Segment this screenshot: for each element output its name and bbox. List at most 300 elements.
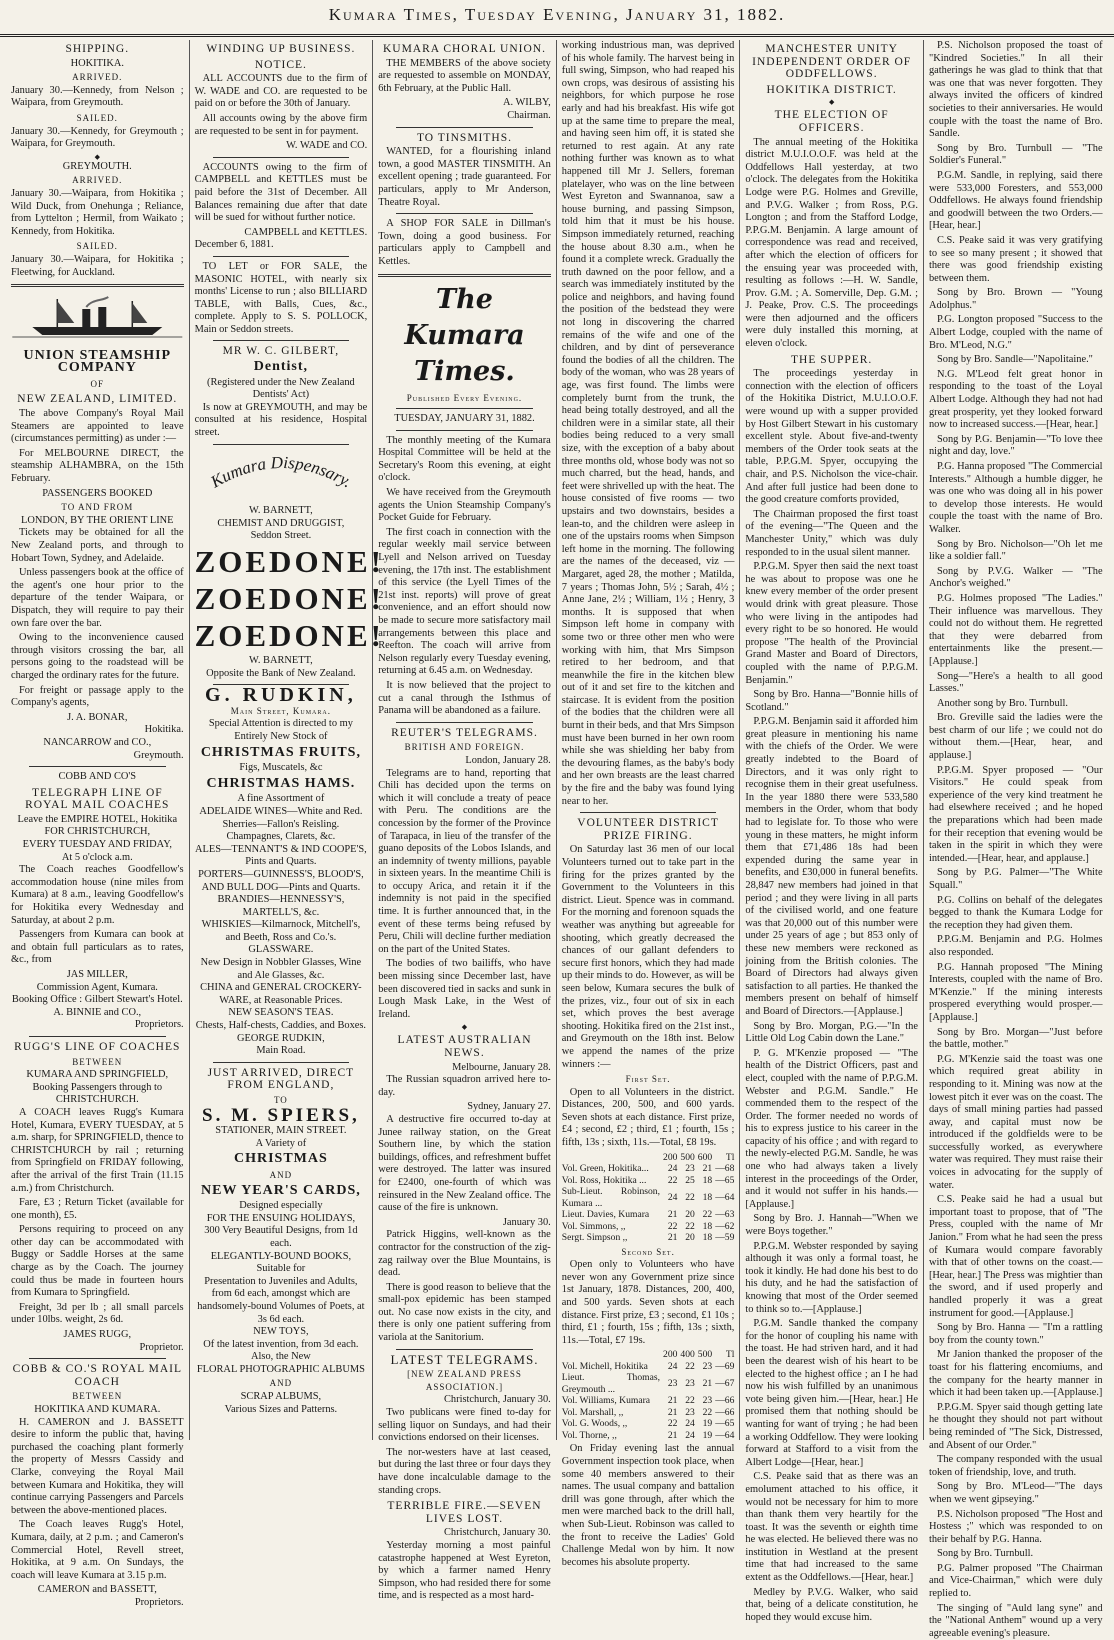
table-cell: —64 — [715, 1191, 735, 1203]
volunteer-text: On Saturday last 36 men of our local Volunteers turned out to take part in the firing for the prizes granted by the Government to the Volunteers in this district. Lieut. Spence was in command. For the morning and forenoon squads the weather was anything but agreeable for shooting, which greatly decreased the chances of our gallant defenders to secure first honors, which they had made up their minds to do. However, as will be seen below, Kumara secures the bulk of the prizes, viz., four out of six in each set, which proves the best average shooting. Hokitika fired on the 21st inst., and Greymouth on the 18th inst. Below we append the names of the prize winners :— — [561, 844, 735, 1070]
main-street: Main Street, Kumara. — [230, 705, 331, 716]
zoedone-2: ZOEDONE! — [194, 581, 384, 616]
table-cell: Lieut. Thomas, Greymouth ... — [561, 1372, 661, 1395]
table-cell: —68 — [715, 1163, 735, 1175]
oddfellows-text: Song by Bro. Hanna—"Bonnie hills of Scotland." — [745, 689, 918, 713]
seddon-street: Seddon Street. — [250, 530, 312, 542]
pints: Pints and Quarts. — [245, 856, 317, 868]
masthead-title: Kumara Times, Tuesday Evening, January 31, 1882. — [328, 5, 786, 24]
table-cell: 19 — [702, 1418, 713, 1430]
supper-text: Another song by Bro. Turnbull. — [936, 697, 1069, 709]
rugg-text: Persons requiring to proceed on any other day can be accommodated with Buggy or Saddle Horses at the same charge as by the Coach. The journey could thus be made in fourteen hours from Kumara to Springfield. — [11, 1224, 184, 1299]
second-set-table — [562, 1349, 735, 1441]
table-cell: 22 — [685, 1395, 695, 1407]
table-cell: 21 — [667, 1395, 678, 1407]
table-row — [562, 1209, 735, 1221]
winding-heading: WINDING UP BUSINESS. — [206, 43, 356, 55]
to-label: TO — [273, 1095, 288, 1105]
supper-text: P.S. Nicholson proposed "The Host and Hostess ;" which was responded to on their behalf by P.G. Hanna. — [928, 1508, 1103, 1545]
supper-text: Bro. Greville said the ladies were the best charm of our life ; we could not do without them.—[Hear, hear, and applause.] — [928, 712, 1103, 762]
proprietor-label: Proprietor. — [139, 1341, 184, 1353]
various-sizes: Various Sizes and Patterns. — [224, 1403, 338, 1415]
table-cell: 22 — [685, 1360, 695, 1372]
supper-text: P.P.G.M. Benjamin and P.G. Holmes also responded. — [928, 934, 1103, 958]
table-cell — [562, 1349, 660, 1361]
campbell-text: ACCOUNTS owing to the firm of CAMPBELL and KETTLES must be paid before the 31st of December. All Balances remaining due after that date will be sued for without further notice. — [194, 161, 368, 224]
rudkin-heading: G. RUDKIN, — [205, 684, 357, 707]
supper-text: Song by Bro. Turnbull — "The Soldier's Funeral." — [928, 142, 1103, 167]
notice-heading: NOTICE. — [254, 58, 307, 71]
presentation: Presentation to Juveniles and Adults, from 6d each, amongst which are handsomely-bound Volumes of Poets, at 3s 6d each. — [197, 1275, 365, 1325]
table-cell: 18 — [702, 1232, 713, 1244]
coach-text: The Coach reaches Goodfellow's accommodation house (nine miles from Kumara) at 8 a.m., leaving Goodfellow's for Hokitika every Wednesday and Saturday, at about 2 p.m. — [11, 864, 184, 926]
christmas-label: CHRISTMAS — [233, 1151, 328, 1167]
australian-heading: LATEST AUSTRALIAN NEWS. — [397, 1034, 532, 1059]
divider — [11, 284, 184, 287]
greymouth-arrivals: January 30.—Waipara, from Hokitika ; Wild Duck, from Onehunga ; Reliance, from Lyttelton ; Hermil, from Waikato ; Kennedy, from Hokitika. — [11, 187, 184, 237]
divider — [213, 444, 350, 445]
zoedone-3: ZOEDONE! — [194, 618, 384, 653]
between-label: BETWEEN — [72, 1056, 123, 1067]
for-holidays: FOR THE ENSUING HOLIDAYS, — [206, 1212, 356, 1224]
table-cell: 600 — [697, 1151, 713, 1163]
column-2 — [190, 40, 384, 1440]
just-arrived: JUST ARRIVED, DIRECT FROM ENGLAND, — [207, 1066, 355, 1092]
supper-text: P.G. Hannah proposed "The Mining Interests, coupled with the name of Bro. M'Kenzie." If the mining interests prospered everything would prosper.—[Applause.] — [928, 961, 1103, 1023]
telegraph-heading: TELEGRAPH LINE OF ROYAL MAIL COACHES — [25, 786, 170, 812]
supper-text: The company responded with the usual token of friendship, love, and truth. — [928, 1454, 1103, 1478]
table-cell: 21 — [667, 1429, 678, 1441]
table-cell: 22 — [702, 1406, 713, 1418]
table-cell: Vol. Green, Hokitika... — [561, 1163, 649, 1175]
table-cell — [562, 1152, 660, 1164]
oddfellows-text: Medley by P.V.G. Walker, who said that, being of a delicate constitution, he hoped they would excuse him. — [745, 1586, 918, 1623]
china: CHINA and GENERAL CROCKERY-WARE, at Reasonable Prices. — [200, 982, 362, 1006]
table-cell: Lieut. Davies, Kumara — [561, 1209, 650, 1221]
london-orient: LONDON, BY THE ORIENT LINE — [21, 514, 174, 526]
table-row — [562, 1361, 735, 1373]
proprietors-label: Proprietors. — [134, 1596, 184, 1608]
oddfellows-text: P.P.G.M. Benjamin said it afforded him great pleasure in mentioning his name with the chiefs of the Order. We were greatly indebted to the Board of Directors, and it was only right to recognise them in their great usefulness. In the year 1880 there were 533,580 members in the Order, whom that body had to legislate for. To those who were young in these matters, he might inform them that £71,486 18s had been expended during the same year in benefits, and £30,000 in funeral benefits. 28,847 new members had joined in that period ; and they were living in all parts of the civilised world, and one feature was that 20,000 out of this number were under 25 years of age ; but 853 only of these new members were reckoned as joining from the British colonies. The Board of Directors had always given satisfaction to all parties. He thanked the members present on behalf of himself and Board of Directors.—[Applause.] — [745, 716, 918, 1017]
table-cell: Vol. Williams, Kumara — [561, 1395, 651, 1407]
australian-item: The Russian squadron arrived here to-day. — [378, 1074, 551, 1098]
divider — [378, 274, 551, 277]
table-cell: Tl — [725, 1349, 735, 1361]
chairman-label: Chairman. — [507, 109, 551, 121]
christchurch-dateline: Christchurch, January 30. — [444, 1394, 551, 1406]
booking-through: Booking Passengers through to — [32, 1081, 163, 1093]
choral-heading: KUMARA CHORAL UNION. — [382, 43, 546, 55]
christchurch-label: CHRISTCHURCH. — [55, 1094, 139, 1106]
divider — [396, 430, 533, 431]
binnie-signature: A. BINNIE and CO., — [53, 1006, 142, 1018]
table-cell: Vol. Simmons, ,, — [561, 1220, 626, 1232]
australian-item: There is good reason to believe that the small-pox epidemic has been stamped out. No case now exists in the city, and there is only one patient suffering from variola at the Sanitorium. — [378, 1281, 551, 1344]
oddfellows-text: P. G. M'Kenzie proposed — "The health of the District Officers, past and elect, coupled with the name of P.P.G.M. Webster and P.G.M. Sandle." He commended them to the respect of the Order. The former needed no words of his to express justice to his career in the capacity of his office ; and with regard to the newly-elected P.G.M. Sandle, he was one who had always taken a lively interest in the proceedings of the Order, and it would not suffer in his hands.—[Applause.] — [745, 1047, 918, 1210]
spiers-heading: S. M. SPIERS, — [202, 1104, 360, 1126]
table-cell: Vol. Ross, Hokitika ... — [561, 1174, 647, 1186]
table-cell: 24 — [667, 1360, 678, 1372]
oddfellows-text: C.S. Peake said that as there was an emolument attached to his office, it would not be necessary for him to more than thank them very heartily for the toast. It was the seventh or eighth time he was elected. He believed there was no institution in Westland at the present time that had increased to the same extent as the Oddfellows.—[Hear, hear.] — [745, 1471, 918, 1584]
london-dateline: London, January 28. — [465, 754, 551, 766]
table-cell: 22 — [667, 1174, 678, 1186]
column-5 — [740, 40, 924, 1623]
for-christchurch: FOR CHRISTCHURCH, — [44, 826, 151, 838]
table-cell: 23 — [702, 1395, 713, 1407]
registered-note: (Registered under the New Zealand Dentists' Act) — [207, 376, 355, 401]
campbell-signature: CAMPBELL and KETTLES. — [244, 226, 368, 238]
passengers-booked: PASSENGERS BOOKED — [42, 487, 153, 499]
british-label: BRITISH AND FOREIGN. — [404, 742, 525, 753]
wade-text: ALL ACCOUNTS due to the firm of W. WADE and CO. are requested to be paid on or before the 30th of January. — [194, 73, 368, 110]
supper-text: P.G. Hanna proposed "The Commercial Interests." Although a humble digger, he was one who was doing all in his power to develop those interests. He would couple the toast with the name of Bro. Walker. — [928, 461, 1103, 535]
at-five: At 5 o'clock a.m. — [61, 851, 133, 863]
table-cell: Vol. G. Woods, ,, — [561, 1418, 628, 1430]
oddfellows-text: Song by Bro. J. Hannah—"When we were Boys together." — [745, 1213, 918, 1238]
union-text: Tickets may be obtained for all the New Zealand ports, and through to Hobart Town, Sydney, and Adelaide. — [11, 527, 184, 564]
table-cell: 19 — [702, 1429, 713, 1441]
news-item: We have received from the Greymouth agents the Union Steamship Company's Pocket Guide for February. — [378, 487, 551, 524]
issue-date: TUESDAY, JANUARY 31, 1882. — [394, 413, 535, 425]
divider — [396, 408, 533, 409]
table-cell: Sub-Lieut. Robinson, Kumara ... — [561, 1186, 661, 1209]
table-cell: Sergt. Simpson ,, — [561, 1232, 628, 1244]
union-text: For MELBOURNE DIRECT, the steamship ALHAMBRA, on the 15th February. — [11, 447, 184, 485]
table-header — [562, 1349, 735, 1361]
inspection-text: On Friday evening last the annual Government inspection took place, when some 40 members answered to their names. The usual company and battalion drill was gone through, after which the men were marched back to the drill hall, when Sub-Lieut. Robinson was called to the front to receive the Ladies' Gold Challenge Medal won by him. It now becomes his absolute property. — [561, 1443, 735, 1568]
fire-continued: working industrious man, was deprived of his whole family. The harvest being in full swing, Simpson, who had reaped his own crops, was desirous of assisting his neighbors, for which purpose he rose early and had his breakfast. His wife got up at the same time to prepare the meal, and having seen him off, it is stated she returned to rest again. At any rate nothing further was known as to what happened till Mr J. Sellers, foreman platelayer, who was on the line between West Eyreton and Swannanoa, saw a house burning, and passing Simpson, told him that it must be his house. Simpson immediately returned, reaching the house about 8.30 a.m., when he found it a complete wreck. Gradually the truth dawned on the poor fellow, and a search was immediately instituted by the police and neighbors, and having found the position of the bedstead they were not long in discovering the charred remains of the wife and one of the children, and by dint of perseverance found the bodies of all the children. The body of the woman, who was 28 years of age, was first found. The limbs were completely burnt from the trunk, the head being totally destroyed, and all the children were in a similar state, all their bodies being reduced to a very small size, with the exception of a baby about three months old, whose body was not so much charred, but the head, hands, and feet were shrivelled up with the heat. The house consisted of five rooms — two upstairs and two downstairs, besides a lean-to, and the children were asleep in one of the upstairs rooms when Simpson left home in the morning. The following are the names of the deceased, viz — Margaret, aged 28, the mother ; Matilda, 7 years ; Thomas John, 5½ ; Sarah, 4½ ; Anne Jane, 2½ ; William, 1½ ; Henry, 3 months. It is supposed that when Simpson left home in company with some two or three other men who were working with him, that Mrs Simpson retired to her bedroom, and that meanwhile the fire in the kitchen blew out of it and set fire to the kitchen and staircase. It is evident from the position of the bodies that the children were all burnt in their beds, and that Mrs Simpson must have been burned in her own room while she was shielding her baby from the devouring flames, as the baby's body and her own breasts are the least charred by the fire and the baby was found lying near to her. — [561, 40, 735, 807]
opposite-bank: Opposite the Bank of New Zealand. — [206, 667, 356, 679]
australian-item: Patrick Higgins, well-known as the contractor for the construction of the zig-zag railway over the Blue Mountains, is dead. — [378, 1229, 551, 1279]
reuters-heading: REUTER'S TELEGRAMS. — [391, 726, 538, 739]
supper-text: P.G. Holmes proposed "The Ladies." Their influence was marvellous. They could not do without them. He regretted that they were debarred from entertainments like the present.—[Applause.] — [928, 592, 1103, 667]
wade-text: All accounts owing by the above firm are requested to be sent in for payment. — [194, 112, 368, 137]
news-item: The monthly meeting of the Kumara Hospital Committee will be held at the Secretary's Room this evening, at eight o'clock. — [378, 434, 551, 484]
scrap-albums: SCRAP ALBUMS, — [240, 1391, 322, 1403]
assortment-label: A fine Assortment of — [237, 793, 325, 805]
supper-text: P.S. Nicholson proposed the toast of "Kindred Societies." In all their gatherings he was glad to think that that was one that was never forgotten. They always invited the officers of kindred societies to their anniversaries. He would couple with the toast the name of Bro. Sandle. — [928, 40, 1103, 140]
dentist-heading: Dentist, — [253, 359, 309, 375]
union-text: Unless passengers book at the office of the agent's one hour prior to the departure of the tender Waipara, or Dispatch, they will require to pay their own fare over the bar. — [11, 567, 184, 629]
latest-item: The nor-westers have at last ceased, but during the last three or four days they have done incalculable damage to the standing crops. — [378, 1446, 551, 1496]
manchester-unity-heading: MANCHESTER UNITY INDEPENDENT ORDER OF ODDFELLOWS. — [752, 43, 912, 81]
champagnes: Champagnes, Clarets, &c. — [226, 831, 336, 843]
elegantly-bound: ELEGANTLY-BOUND BOOKS, — [210, 1250, 352, 1262]
table-cell: 200 — [663, 1349, 678, 1361]
supper-text: N.G. M'Leod felt great honor in responding to the toast of the Loyal Albert Lodge. Although they had not had great prosperity, yet they looked forward now to increased success.—[Hear, hear.] — [928, 368, 1103, 431]
hokitika-arrivals: January 30.—Kennedy, from Nelson ; Waipara, from Greymouth. — [11, 84, 184, 109]
table-cell: —59 — [715, 1232, 735, 1244]
table-cell: —66 — [715, 1406, 735, 1418]
barnett-name-2: W. BARNETT, — [248, 655, 313, 666]
table-cell: 22 — [685, 1191, 695, 1203]
first-set-label: First Set. — [625, 1074, 671, 1085]
australian-item: A destructive fire occurred to-day at Junee railway station, on the Great Southern line, by which the station buildings, offices, and refreshment buffet were destroyed. The latter was insured for £2400, one-fourth of which was reinsured in the New Zealand office. The cause of the fire is unknown. — [378, 1113, 551, 1214]
fire-item: Yesterday morning a most painful catastrophe happened at West Eyreton, by which a farmer named Henry Simpson, who had resided there for some time, and is respected as a most hard- — [378, 1539, 551, 1602]
chests: Chests, Half-chests, Caddies, and Boxes. — [195, 1020, 367, 1032]
cobb2-heading: COBB & CO.'S ROYAL MAIL COACH — [12, 1363, 182, 1388]
table-cell: 24 — [667, 1191, 678, 1203]
oddfellows-text: P.G.M. Sandle thanked the company for the honor of coupling his name with the toast. He had striven hard, and it had been the dearest wish of his heart to be elected to the highest office ; an I he had now his wish fulfilled by an unanimous vote being given him.—[Hear, hear.] He promised them that nothing should be wanting for want of trying ; he had been a working Oddfellow. They were looking forward at Stafford to a visit from the Albert Lodge—[Hear, hear.] — [745, 1318, 918, 1468]
wilby-signature: A. WILBY, — [502, 97, 551, 109]
designed: Designed especially — [239, 1200, 323, 1212]
divider: ◆ — [828, 98, 835, 107]
variety: A Variety of — [255, 1137, 307, 1149]
oddfellows-text: P.P.G.M. Spyer then said the next toast he was about to propose was one he knew every member of the order present would drink with great pleasure. Those who were living in the antipodes had every right to be so honored. He would propose "The health of the Provincial Grand Master and Board of Directors, coupled with the name of P.P.G.M. Benjamin." — [745, 561, 918, 686]
glassware: GLASSWARE. — [248, 944, 314, 956]
teas: NEW SEASON'S TEAS. — [228, 1007, 334, 1019]
cameron-signature: CAMERON and BASSETT, — [37, 1584, 157, 1596]
fire-heading: TERRIBLE FIRE.—SEVEN LIVES LOST. — [387, 1500, 542, 1525]
table-cell: —62 — [715, 1220, 735, 1232]
table-header — [562, 1152, 735, 1164]
main-road: Main Road. — [256, 1045, 306, 1057]
column-6 — [924, 40, 1108, 1639]
paper-title: The Kumara Times. — [404, 283, 525, 387]
wade-signature: W. WADE and CO. — [286, 140, 368, 152]
table-cell: 21 — [702, 1163, 713, 1175]
supper-heading: THE SUPPER. — [791, 353, 873, 366]
oddfellows-text: The Chairman proposed the first toast of the evening—"The Queen and the Manchester Unity," which was duly responded to in the usual silent manner. — [745, 508, 918, 558]
table-cell: Vol. Marshall, ,, — [561, 1406, 624, 1418]
column-4 — [557, 40, 741, 1568]
latest-invention: Of the latest invention, from 3d each. — [203, 1338, 359, 1350]
special-attention: Special Attention is directed to my Entirely New Stock of — [208, 718, 353, 742]
union-text: For freight or passage apply to the Company's agents, — [11, 684, 184, 709]
jan30-dateline: January 30. — [502, 1216, 551, 1228]
divider — [29, 766, 166, 767]
greymouth-heading: GREYMOUTH. — [62, 160, 132, 172]
supper-text: C.S. Peake said it was very gratifying to see so many present ; it showed that there was good friendship existing between them. — [928, 234, 1103, 284]
table-cell: 23 — [667, 1378, 678, 1390]
table-cell: 18 — [702, 1220, 713, 1232]
supper-text: Song by Bro. Nicholson—"Oh let me like a soldier fall." — [928, 538, 1103, 563]
union-heading-2: NEW ZEALAND, LIMITED. — [17, 393, 178, 406]
tinsmiths-heading: TO TINSMITHS. — [416, 131, 512, 144]
shop-text: A SHOP FOR SALE in Dillman's Town, doing a good business. For particulars apply to Campbell and Kettles. — [378, 218, 551, 267]
first-set-table — [562, 1152, 735, 1244]
table-row — [562, 1175, 735, 1187]
table-cell: 24 — [667, 1163, 678, 1175]
table-cell: 22 — [702, 1209, 713, 1221]
table-cell: —63 — [715, 1209, 735, 1221]
proprietors-label: Proprietors. — [134, 1019, 184, 1031]
kumara-springfield: KUMARA AND SPRINGFIELD, — [26, 1069, 169, 1081]
divider — [29, 1358, 166, 1359]
every-tuesday: EVERY TUESDAY AND FRIDAY, — [22, 839, 172, 851]
gilbert-heading: MR W. C. GILBERT, — [222, 345, 340, 358]
shipping-heading: SHIPPING. — [65, 43, 130, 55]
table-cell: 23 — [702, 1360, 713, 1372]
table-cell: Vol. Thorne, ,, — [561, 1429, 617, 1441]
stationer: STATIONER, MAIN STREET. — [215, 1125, 347, 1137]
table-row — [562, 1186, 735, 1209]
latest-telegrams-heading: LATEST TELEGRAMS. — [390, 1351, 539, 1367]
floral-albums: FLORAL PHOTOGRAPHIC ALBUMS — [196, 1363, 365, 1375]
supper-text: P.G. M'Kenzie said the toast was one which required great ability in responding to it. Mining was now at the lowest pitch it ever was on the coast. The days of small mining parties had passed away, and capital must now be introduced if the goldfields were to be successfully worked, as everywhere water was required. They must raise their voices in advocating for the supply of water. — [928, 1053, 1103, 1191]
divider — [396, 722, 533, 723]
table-cell: 24 — [685, 1418, 695, 1430]
steamship-icon — [11, 295, 184, 339]
reuters-item: Telegrams are to hand, reporting that Chili has decided upon the terms on which it will conclude a treaty of peace with Peru. The conditions are the concession by the former of the Province of Tarapaca, in lieu of the transfer of the guano deposits of the Lobos Islands, and an indemnity of twenty millions, payable in sixteen years. In the meantime Chili is to occupy Arica, and retain it if the indemnity is not paid in the specified time. It is further announced that, in the event of these terms being refused by Peru, Chili will decline further mediation on the part of the United States. — [378, 767, 551, 955]
adelaide-wines: ADELAIDE WINES—White and Red. — [199, 805, 363, 817]
figs-label: Figs, Muscatels, &c — [239, 762, 323, 774]
rugg-text: Fare, £3 ; Return Ticket (available for one month), £5. — [11, 1197, 184, 1221]
union-text: The above Company's Royal Mail Steamers are appointed to leave (circumstances permitting) as under :— — [11, 408, 184, 445]
supper-text: P.G.M. Sandle, in replying, said there were 533,000 Foresters, and 553,000 Oddfellows. He always found friendship and goodwill between the two Orders.—[Hear, hear.] — [928, 169, 1103, 232]
christmas-fruits: CHRISTMAS FRUITS, — [200, 744, 361, 760]
rugg-heading: RUGG'S LINE OF COACHES — [14, 1040, 181, 1053]
rugg-signature: JAMES RUGG, — [63, 1329, 132, 1341]
tinsmiths-text: WANTED, for a flourishing inland town, a good MASTER TINSMITH. An excellent opening ; trade guaranteed. For particulars, apply to Mr Anderson, Theatre Royal. — [378, 146, 551, 208]
table-cell: 25 — [685, 1174, 695, 1186]
supper-text: Song by P.G. Benjamin—"To love thee night and day, love." — [928, 433, 1103, 458]
table-cell: 22 — [667, 1220, 678, 1232]
campbell-date: December 6, 1881. — [194, 239, 274, 251]
rugg-text: A COACH leaves Rugg's Kumara Hotel, Kumara, EVERY TUESDAY, at 5 a.m. sharp, for SPRINGFIELD, thence to CHRISTCHURCH by rail ; returning from Springfield on FRIDAY following, after the arrival of the first Train (11.15 a.m.) from Christchurch. — [11, 1106, 184, 1194]
supper-text: Song—"Here's a health to all good Lasses." — [928, 670, 1103, 695]
table-cell: —65 — [715, 1174, 735, 1186]
table-cell: —64 — [715, 1429, 735, 1441]
column-1 — [6, 40, 190, 1608]
table-cell: —66 — [715, 1395, 735, 1407]
divider — [213, 1062, 350, 1063]
barnett-name: W. BARNETT, — [248, 505, 313, 517]
table-cell: 23 — [685, 1163, 695, 1175]
election-heading: THE ELECTION OF OFFICERS. — [774, 109, 889, 134]
oddfellows-text: P.P.G.M. Webster responded by saying although it was only a formal toast, he took it kindly. He had done his best to do his duty, and he had the satisfaction of knowing that most of the Order seemed to think so to.—[Applause.] — [745, 1240, 918, 1315]
oddfellows-text: The annual meeting of the Hokitika district M.U.I.O.O.F. was held at the Oddfellows Hall yesterday, at two o'clock. The delegates from the Hokitika Lodge were P.G. Holmes and Greville, and P.V.G. Walker ; from Ross, P.G. Longton ; and from the Stafford Lodge, P.P.G.M. Benjamin. A large amount of correspondence was read and received, after which the election of officers for the ensuing year was proceeded with, resulting as follows :—H. W. Sandle, Prov. G.M. ; A. Somerville, Dep. G.M. ; J. Peake, Prov. C.S. The proceedings were then adjourned and the officers were duly installed this morning, at eleven o'clock. — [745, 136, 918, 350]
oddfellows-text: Song by Bro. Morgan, P.G.—"In the Little Old Log Cabin down the Lane." — [745, 1020, 918, 1045]
table-row — [562, 1163, 735, 1175]
beautiful-designs: 300 Very Beautiful Designs, from 1d each. — [204, 1225, 358, 1249]
union-text: Owing to the inconvenience caused through visitors crossing the bar, all persons going to the roadstead will be charged the ordinary rates for the future. — [11, 632, 184, 681]
table-cell: —65 — [715, 1418, 735, 1430]
miller-signature: JAS MILLER, — [66, 969, 128, 980]
hokitika-sailings: January 30.—Kennedy, for Greymouth ; Waipara, for Greymouth. — [11, 125, 184, 150]
news-item: The first coach in connection with the regular weekly mail service between Lyell and Nelson arrived on Tuesday evening, the 17th inst. The establishment of this service (the Lyell Times of the 21st inst. reports) will prove of great convenience, and an effort should now be made to secure more satisfactory mail arrangements between this place and Reefton. The coach will arrive from Nelson regularly every Tuesday evening, returning at 6.45 a.m. on Wednesday. — [378, 526, 551, 677]
bonar-place: Hokitika. — [144, 724, 184, 736]
supper-text: Song by Bro. Turnbull. — [936, 1548, 1034, 1560]
masthead — [0, 0, 1114, 37]
table-cell: 500 — [697, 1349, 713, 1361]
divider — [213, 157, 350, 158]
supper-text: Song by P.V.G. Walker — "The Anchor's weighed." — [928, 565, 1103, 590]
whiskies: WHISKIES—Kilmarnock, Mitchell's, and Beeth, Ross and Co.'s. — [201, 919, 361, 943]
press-association: [NEW ZEALAND PRESS ASSOCIATION.] — [407, 1369, 522, 1392]
nancarrow-signature: NANCARROW and CO., — [43, 736, 152, 748]
dispensary-heading — [195, 449, 368, 501]
latest-item: Two publicans were fined to-day for selling liquor on Sundays, and had their convictions endorsed on their licenses. — [378, 1407, 551, 1444]
sherries: Sherries—Fallon's Reisling. — [222, 818, 340, 830]
booking-office: Booking Office : Gilbert Stewart's Hotel. — [11, 994, 183, 1006]
brandies: BRANDIES—HENNESSY'S, MARTELL'S, &c. — [217, 894, 345, 918]
published-label: Published Every Evening. — [406, 392, 523, 403]
table-cell: 18 — [702, 1191, 713, 1203]
svg-text:Kumara Dispensary.: Kumara Dispensary. — [207, 452, 355, 492]
table-row — [562, 1372, 735, 1395]
divider — [213, 256, 350, 257]
supper-text: C.S. Peake said he had a usual but important toast to propose, that of "The Press, coupled with the name of Mr Janion." From what he had seen the press of Kumara would compare favorably with that of other towns on the coast.—[Hear, hear.] The Press was mightier than the sword, and if used properly and handled properly it was a great instrument for good.—[Applause.] — [928, 1194, 1103, 1319]
sailed-label: SAILED. — [76, 241, 118, 252]
suitable: Suitable for — [256, 1263, 306, 1275]
hokitika-district-heading: HOKITIKA DISTRICT. — [766, 83, 897, 96]
new-toys: NEW TOYS, — [253, 1326, 309, 1338]
table-cell: 22 — [667, 1418, 678, 1430]
supper-text: Song by Bro. Sandle—"Napolitaine." — [936, 354, 1093, 366]
chemist-label: CHEMIST AND DRUGGIST, — [217, 517, 345, 529]
table-cell: 22 — [685, 1220, 695, 1232]
supper-text: P.P.G.M. Spyer said though getting late he thought they should not part without being reminded of "The Sick, Distressed, and Absent of our Order." — [928, 1401, 1103, 1451]
christchurch-dateline-2: Christchurch, January 30. — [444, 1527, 551, 1539]
supper-text: Song by Bro. Hanna — "I'm a rattling boy from the county town." — [928, 1322, 1103, 1346]
table-cell: 20 — [685, 1209, 695, 1221]
greymouth-sailings: January 30.—Waipara, for Hokitika ; Fleetwing, for Auckland. — [11, 253, 184, 278]
gilbert-text: Is now at GREYMOUTH, and may be consulted at his residence, Hospital street. — [194, 401, 368, 439]
table-row — [562, 1395, 735, 1407]
table-cell: Tl — [725, 1151, 735, 1163]
miller-role: Commission Agent, Kumara. — [36, 981, 158, 993]
table-cell: 21 — [667, 1406, 678, 1418]
second-set-label: Second Set. — [621, 1246, 675, 1257]
divider — [580, 812, 717, 813]
table-cell: 400 — [680, 1349, 695, 1361]
supper-text: P.G. Collins on behalf of the delegates begged to thank the Kumara Lodge for the reception they had given them. — [928, 894, 1103, 931]
cobb-heading: COBB AND CO'S — [58, 771, 137, 783]
and-label: AND — [269, 1378, 293, 1389]
rugg-text: Freight, 3d per lb ; all small parcels under 10lbs. weight, 2s 6d. — [11, 1301, 184, 1326]
reuters-item: The bodies of two bailiffs, who have been missing since December last, have been discovered tied in sacks and sunk in Lough Mask Lake, in the West of Ireland. — [378, 958, 551, 1020]
table-cell: Vol. Michell, Hokitika — [561, 1360, 648, 1372]
divider — [29, 1036, 166, 1037]
union-heading: UNION STEAMSHIP COMPANY — [23, 347, 172, 376]
columns — [6, 40, 1108, 1639]
supper-text: Song by Bro. Morgan—"Just before the battle, mother." — [928, 1026, 1103, 1051]
zoedone-1: ZOEDONE! — [194, 544, 384, 579]
table-row — [562, 1407, 735, 1419]
supper-text: Song by Bro. Brown — "Young Adolphus." — [928, 287, 1103, 311]
table-cell: 21 — [667, 1209, 678, 1221]
news-item: It is now believed that the project to cut a canal through the Isthmus of Panama will be abandoned as a failure. — [378, 679, 551, 717]
sydney-dateline: Sydney, January 27. — [467, 1101, 551, 1113]
between-label: BETWEEN — [72, 1391, 123, 1402]
divider — [396, 1349, 533, 1350]
choral-text: THE MEMBERS of the above society are requested to assemble on MONDAY, 6th February, at the Public Hall. — [378, 57, 551, 94]
second-set-text: Open only to Volunteers who have never won any Government prize since 1st January, 1878. Distances, 200, 400, and 500 yards. Seven shots at each distance. First prize, £3 ; second, £1 10s ; third, £1 ; fourth, 15s ; fifth, 13s ; sixth, 11s.—Total, £7 19s. — [561, 1259, 735, 1346]
table-row — [562, 1430, 735, 1442]
christmas-hams: CHRISTMAS HAMS. — [206, 775, 356, 791]
to-let-text: TO LET or FOR SALE, the MASONIC HOTEL, with nearly six months' License to run ; also BILLIARD TABLE, with Balls, Cues, &c., complete. Apply to S. S. POLLOCK, Main or Seddon streets. — [194, 260, 368, 335]
table-cell: 24 — [685, 1429, 695, 1441]
table-cell: 23 — [685, 1406, 695, 1418]
cobb2-text: The Coach leaves Rugg's Hotel, Kumara, daily, at 2 p.m. ; and Cameron's Commercial Hotel, Revell street, Hokitika, at 9 a.m. On Sundays, the coach will leave Kumara at 3.15 p.m. — [11, 1519, 184, 1581]
table-cell: 21 — [702, 1378, 713, 1390]
divider: ◆ — [94, 152, 100, 161]
table-cell: 200 — [663, 1151, 678, 1163]
cobb2-text: H. CAMERON and J. BASSETT desire to inform the public that, having purchased the coaching plant formerly the property of Messrs Cassidy and Clarke, conveying the Royal Mail between Kumara and Hokitika, they will continue carrying Passengers and Parcels between the above-mentioned places. — [11, 1416, 184, 1516]
table-cell: 21 — [667, 1232, 678, 1244]
table-row — [562, 1221, 735, 1233]
table-cell: 20 — [685, 1232, 695, 1244]
table-cell: —69 — [715, 1360, 735, 1372]
ales: ALES—TENNANT'S & IND COOPE'S, — [195, 843, 367, 855]
supper-text: Song by Bro. M'Leod—"The days when we went gipseying." — [928, 1481, 1103, 1505]
of-label: OF — [90, 378, 105, 389]
sailed-label: SAILED. — [76, 112, 118, 123]
hokitika-kumara: HOKITIKA AND KUMARA. — [34, 1404, 161, 1415]
table-cell: 500 — [680, 1151, 695, 1163]
supper-text: P.G. Longton proposed "Success to the Albert Lodge, coupled with the name of Bro. M'Leod, N.G." — [928, 314, 1103, 351]
